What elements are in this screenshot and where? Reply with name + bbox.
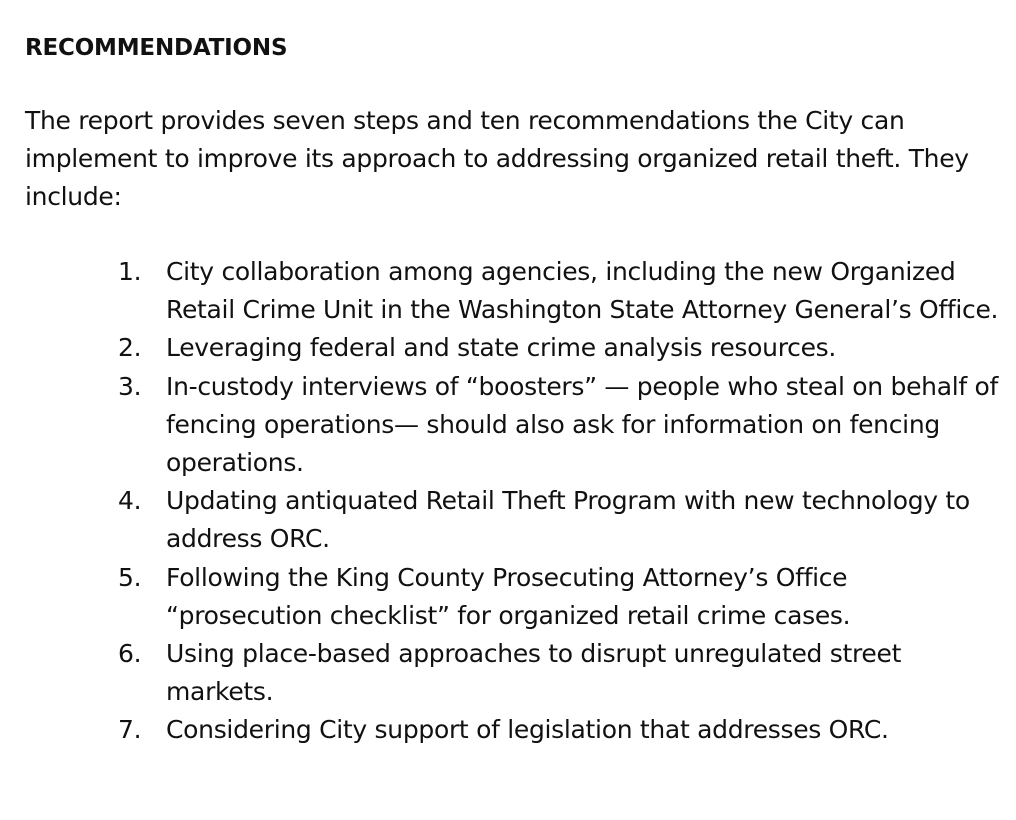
list-item-number: 3. bbox=[118, 371, 142, 401]
section-heading: RECOMMENDATIONS bbox=[25, 35, 288, 61]
list-item-number: 7. bbox=[118, 715, 142, 745]
list-item bbox=[115, 559, 1005, 635]
list-item-text: City collaboration among agencies, including the new Organized Retail Crime Unit in the Washington State Attorney General’s Office. bbox=[166, 257, 999, 325]
list-item-text: Updating antiquated Retail Theft Program with new technology to address ORC. bbox=[166, 486, 970, 554]
list-item bbox=[115, 635, 1005, 711]
recommendation-steps-list bbox=[115, 253, 1005, 750]
list-item bbox=[115, 253, 1005, 329]
list-item-number: 6. bbox=[118, 639, 142, 669]
list-item bbox=[115, 368, 1005, 483]
list-item-text: Leveraging federal and state crime analysis resources. bbox=[166, 333, 837, 363]
list-item-text: Following the King County Prosecuting Attorney’s Office “prosecution checklist” for organized retail crime cases. bbox=[166, 562, 851, 630]
list-item-text: In-custody interviews of “boosters” — people who steal on behalf of fencing operations— should also ask for information on fencing operations. bbox=[166, 371, 999, 478]
list-item bbox=[115, 329, 1005, 367]
list-item-number: 4. bbox=[118, 486, 142, 516]
list-item-text: Considering City support of legislation that addresses ORC. bbox=[166, 715, 889, 745]
intro-paragraph: The report provides seven steps and ten recommendations the City can implement to improve its approach to addressing organized retail theft. They include: bbox=[25, 106, 969, 211]
list-item-number: 5. bbox=[118, 562, 142, 592]
list-item bbox=[115, 711, 1005, 749]
list-item-text: Using place-based approaches to disrupt unregulated street markets. bbox=[166, 639, 902, 707]
list-item-number: 2. bbox=[118, 333, 142, 363]
list-item bbox=[115, 482, 1005, 558]
list-item-number: 1. bbox=[118, 257, 142, 286]
